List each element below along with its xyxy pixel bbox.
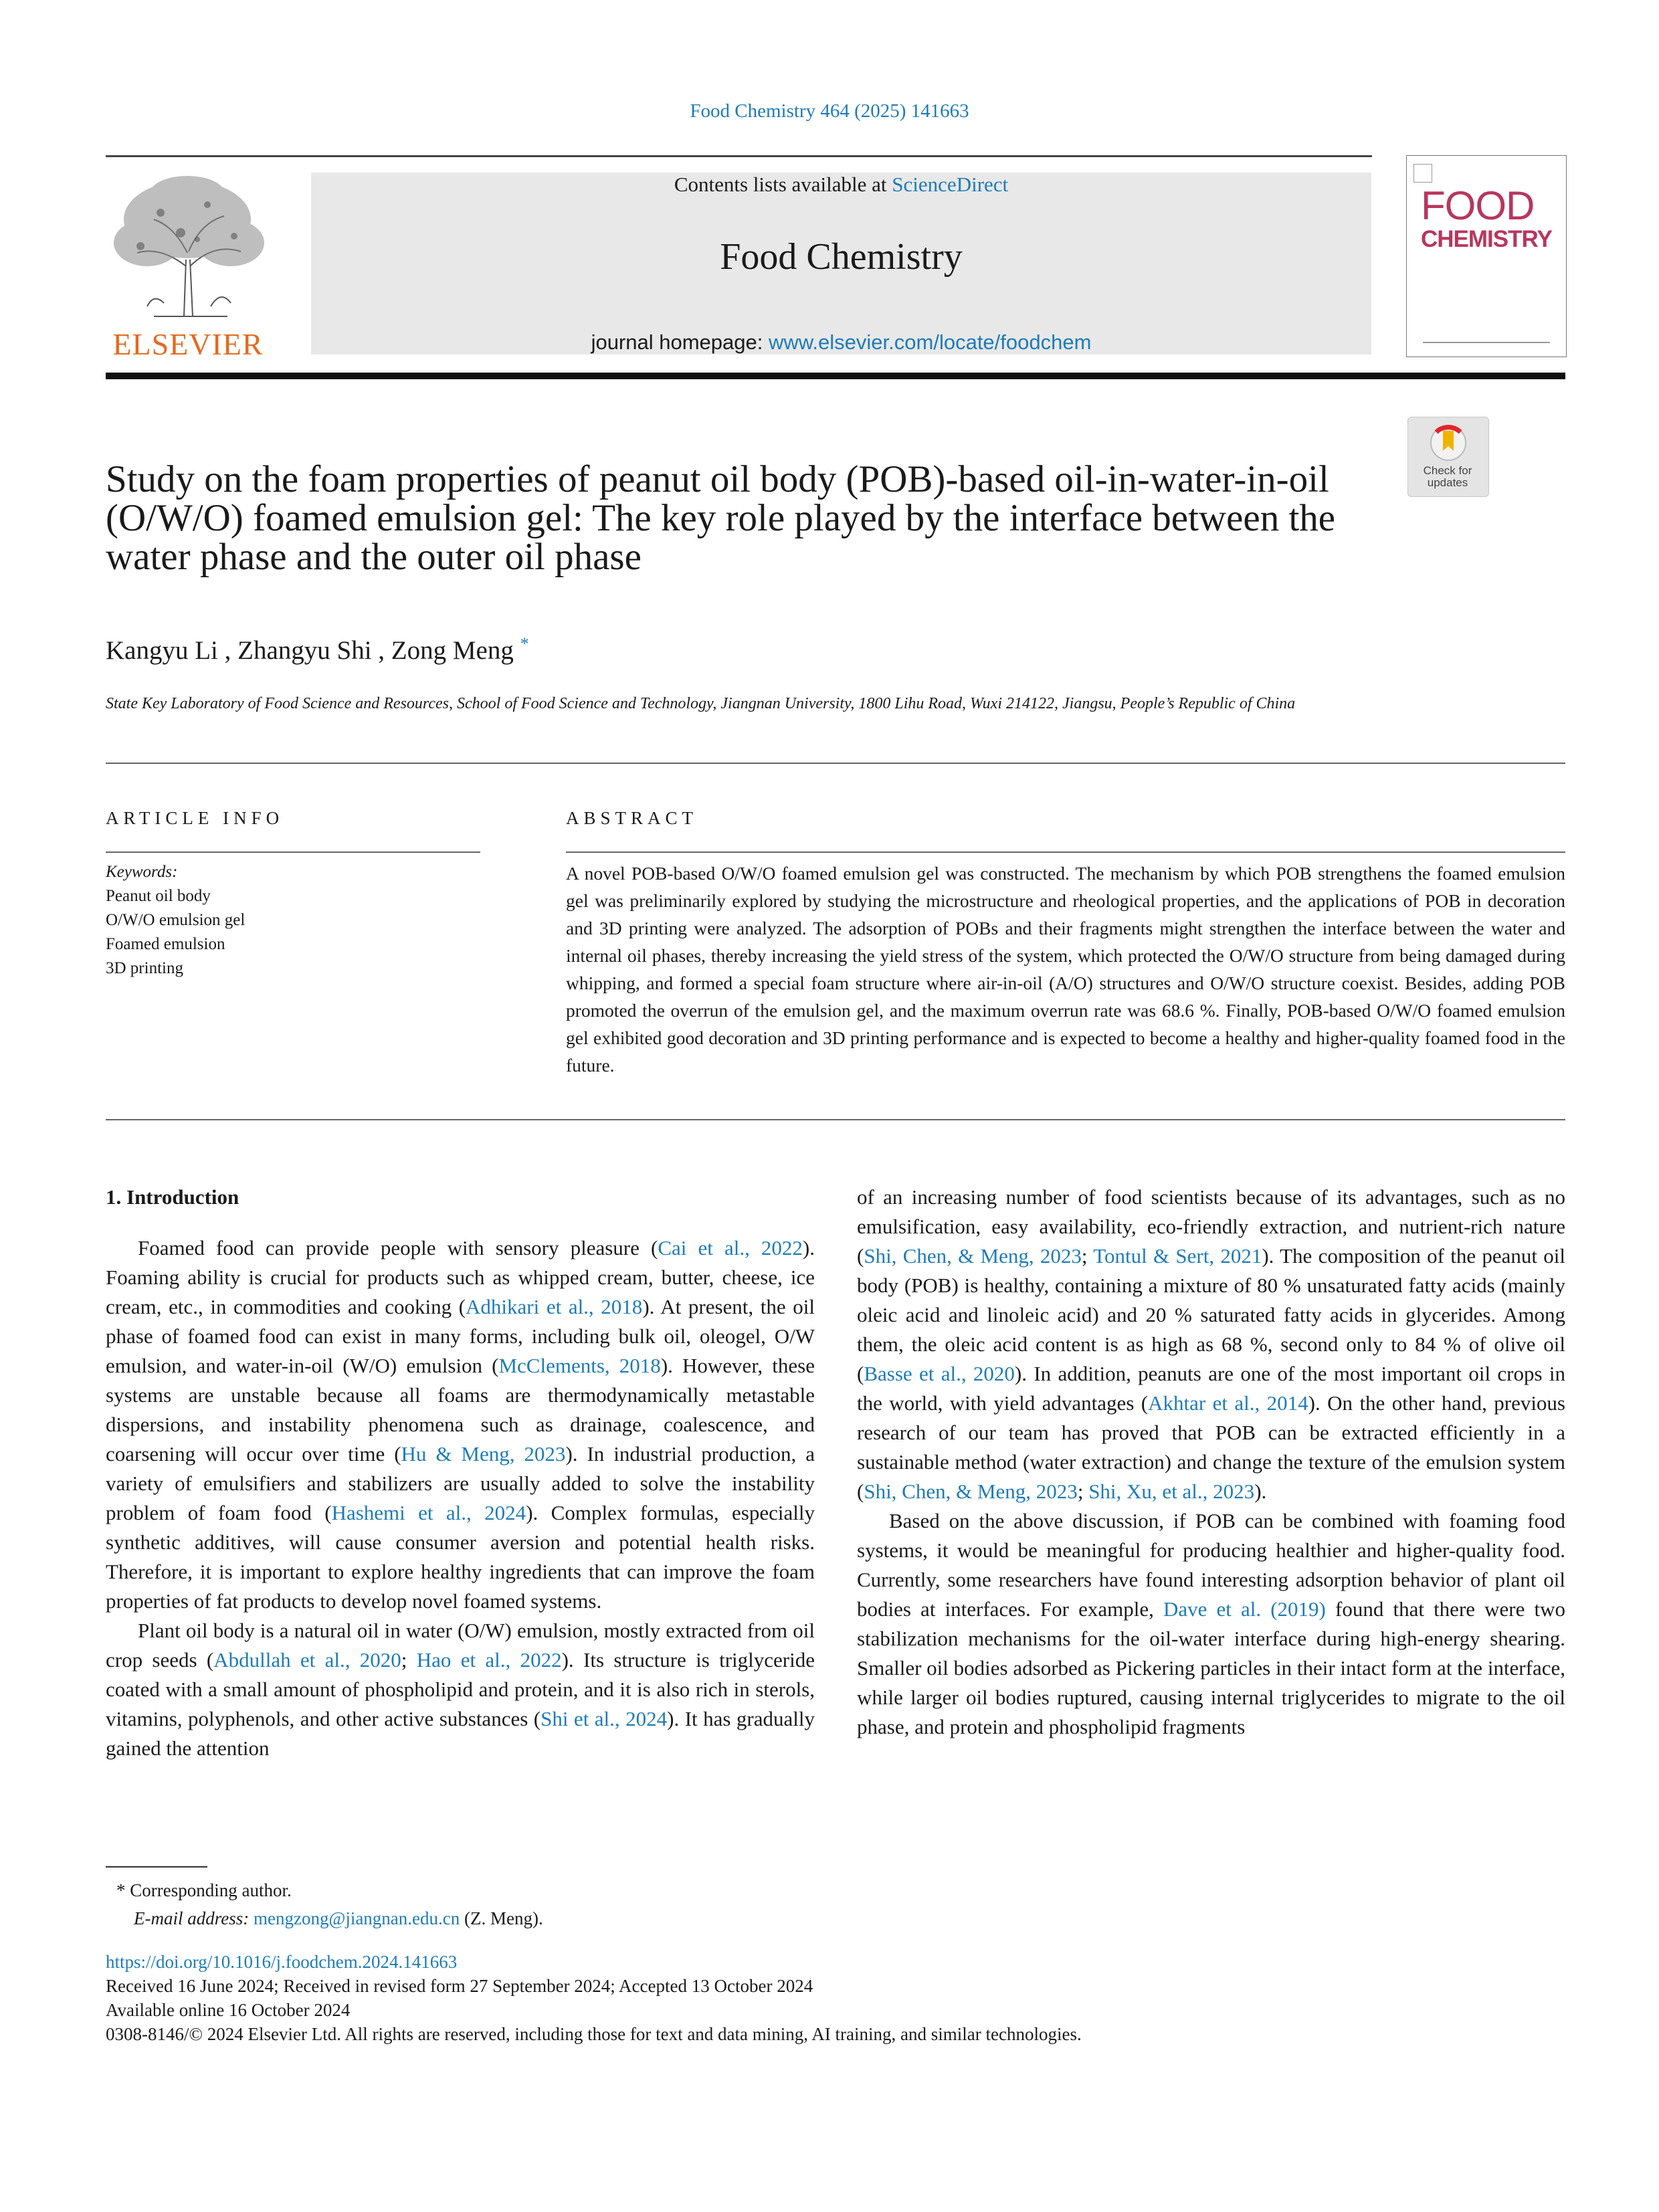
copyright-line: 0308-8146/© 2024 Elsevier Ltd. All rights are reserved, including those for text and data mining, AI training, and similar technologies. (106, 2024, 1082, 2044)
keyword-item: 3D printing (106, 959, 183, 977)
affiliation-rule (106, 763, 1565, 764)
paragraph-text: of an increasing number of food scientists because of its advantages, such as no emulsification, easy availability, eco-friendly extraction, and nutrient-rich nature ( (857, 1185, 1565, 1268)
journal-homepage-line (311, 330, 1371, 355)
cover-title-chemistry: CHEMISTRY (1421, 226, 1552, 252)
abstract-text: A novel POB-based O/W/O foamed emulsion gel was constructed. The mechanism by which POB strengthens the foamed emulsion gel was preliminarily explored by studying the microstructure and rheological properties, and the applications of POB in decoration and 3D printing were analyzed. The adsorption of POBs and their fragments might strengthen the interface between the water and internal oil phases, thereby increasing the yield stress of the system, which protected the O/W/O structure from being damaged during whipping, and formed a special foam structure where air-in-oil (A/O) structures and O/W/O structure coexist. Besides, adding POB promoted the overrun of the emulsion gel, and the maximum overrun rate was 68.6 %. Finally, POB-based O/W/O foamed emulsion gel exhibited good decoration and 3D printing performance and is expected to become a healthy and higher-quality foamed food in the future. (566, 863, 1565, 1076)
sciencedirect-link[interactable]: ScienceDirect (892, 173, 1009, 196)
citation-link[interactable]: Shi, Chen, & Meng, 2023 (864, 1480, 1078, 1503)
header-bottom-rule (106, 373, 1565, 379)
article-info-rule (106, 851, 480, 853)
abstract-rule (566, 851, 1565, 853)
elsevier-wordmark: ELSEVIER (112, 327, 264, 361)
keywords-list (106, 884, 245, 981)
citation-link[interactable]: Shi et al., 2024 (541, 1707, 668, 1730)
header-top-rule (106, 155, 1372, 157)
citation-link[interactable]: Adhikari et al., 2018 (466, 1295, 643, 1318)
paragraph-text: ). On the other hand, previous research of our team has proved that POB can be extracted efficiently in a sustainable method (water extraction) and change the texture of the emulsion system ( (857, 1391, 1565, 1503)
citation-link[interactable]: Shi, Chen, & Meng, 2023 (864, 1244, 1082, 1268)
body-column-right (857, 1183, 1565, 1742)
paragraph-text: ). It has gradually gained the attention (106, 1707, 815, 1760)
email-suffix: (Z. Meng). (460, 1908, 543, 1928)
journal-homepage-link[interactable]: www.elsevier.com/locate/foodchem (768, 330, 1092, 354)
corresponding-author-mark[interactable]: * (520, 634, 529, 653)
keyword-item: Peanut oil body (106, 887, 211, 905)
cover-emblem-icon (1413, 164, 1432, 183)
paragraph-text: Foamed food can provide people with sensory pleasure ( (138, 1236, 658, 1260)
author-names: Kangyu Li , Zhangyu Shi , Zong Meng (106, 636, 514, 665)
paragraph (106, 1233, 815, 1616)
paragraph-text: Based on the above discussion, if POB can be combined with foaming food systems, it would be meaningful for producing healthier and higher-quality food. Currently, some researchers have found interesting adsorption behavior of plant oil bodies at interfaces. For example, (857, 1509, 1565, 1621)
paragraph-text: ). Complex formulas, especially synthetic additives, will cause consumer aversion and potential health risks. Therefore, it is important to explore healthy ingredients that can improve the foam properties of fat products to develop novel foamed systems. (106, 1501, 815, 1613)
citation-link[interactable]: Basse et al., 2020 (864, 1362, 1015, 1385)
paragraph-text: ). In industrial production, a variety of emulsifiers and stabilizers are usually added to solve the instability problem of foam food ( (106, 1442, 815, 1524)
footnote-rule (106, 1866, 207, 1868)
citation-link[interactable]: Abdullah et al., 2020 (213, 1648, 401, 1672)
email-line (116, 1904, 543, 1932)
paragraph-text: ). However, these systems are unstable because all foams are thermodynamically metastable dispersions, and instability phenomena such as drainage, coalescence, and coarsening will occur over time ( (106, 1354, 815, 1466)
keywords-label: Keywords: (106, 863, 178, 881)
journal-name: Food Chemistry (720, 236, 963, 278)
doi-link[interactable]: https://doi.org/10.1016/j.foodchem.2024.141663 (106, 1952, 458, 1972)
paragraph-text: ). In addition, peanuts are one of the most important oil crops in the world, with yield advantages ( (857, 1362, 1565, 1415)
citation-link[interactable]: Cai et al., 2022 (658, 1236, 803, 1260)
paragraph-text: ; (1081, 1244, 1094, 1268)
paragraph-text: ). The composition of the peanut oil body (POB) is healthy, containing a mixture of 80 % unsaturated fatty acids (mainly oleic acid and linoleic acid) and 20 % saturated fatty acids in glycerides. Among them, the oleic acid content is as high as 68 %, second only to 84 % of olive oil ( (857, 1244, 1565, 1385)
article-title: Study on the foam properties of peanut oil body (POB)-based oil-in-water-in-oil (O/W/O) foamed emulsion gel: The key role played by the interface between the water phase and the outer oil phase (106, 458, 1336, 578)
contents-prefix: Contents lists available at (674, 173, 892, 196)
citation-link[interactable]: Dave et al. (2019) (1163, 1597, 1326, 1621)
cover-footer-rule (1423, 342, 1550, 343)
cover-title-food: FOOD (1421, 183, 1535, 228)
author-affiliation: State Key Laboratory of Food Science and Resources, School of Food Science and Technology, Jiangnan University, 1800 Lihu Road, Wuxi 214122, Jiangsu, People’s Republic of China (106, 695, 1296, 712)
paragraph-text: ). (1254, 1480, 1267, 1503)
paragraph-text: ). Its structure is triglyceride coated with a small amount of phospholipid and protein, and it is also rich in sterols, vitamins, polyphenols, and other active substances ( (106, 1648, 815, 1730)
citation-link[interactable]: Akhtar et al., 2014 (1148, 1391, 1308, 1415)
corresponding-author-note: * Corresponding author. (116, 1880, 292, 1900)
paragraph (857, 1506, 1565, 1742)
paragraph-text: ; (1077, 1480, 1089, 1503)
journal-citation-link[interactable]: Food Chemistry 464 (2025) 141663 (690, 100, 969, 122)
paragraph-text: ; (401, 1648, 417, 1672)
available-online-date: Available online 16 October 2024 (106, 2000, 351, 2020)
check-updates-icon (1408, 417, 1488, 464)
citation-link[interactable]: Hashemi et al., 2024 (331, 1501, 526, 1524)
citation-link[interactable]: Hu & Meng, 2023 (401, 1442, 566, 1466)
body-column-left (106, 1183, 815, 1763)
paragraph (106, 1616, 815, 1763)
paragraph-text: found that there were two stabilization mechanisms for the oil-water interface during high-energy shearing. Smaller oil bodies adsorbed as Pickering particles in their intact form at the interface, while larger oil bodies ruptured, causing internal triglycerides to migrate to the oil phase, and protein and phospholipid fragments (857, 1597, 1565, 1738)
citation-link[interactable]: Shi, Xu, et al., 2023 (1088, 1480, 1255, 1503)
elsevier-tree-icon (100, 173, 276, 326)
paragraph-text: Plant oil body is a natural oil in water (O/W) emulsion, mostly extracted from oil crop seeds ( (106, 1619, 815, 1672)
citation-link[interactable]: McClements, 2018 (498, 1354, 661, 1377)
abstract-bottom-rule (106, 1119, 1565, 1120)
article-info-heading: ARTICLE INFO (106, 808, 284, 828)
citation-link[interactable]: Hao et al., 2022 (416, 1648, 562, 1672)
received-dates: Received 16 June 2024; Received in revised form 27 September 2024; Accepted 13 October 2024 (106, 1976, 813, 1996)
keyword-item: Foamed emulsion (106, 935, 225, 953)
email-label: E-mail address: (134, 1908, 254, 1928)
publication-info (106, 1950, 1082, 2046)
section-heading-introduction: 1. Introduction (106, 1185, 239, 1209)
contents-available-line (311, 173, 1371, 197)
abstract-heading: ABSTRACT (566, 808, 698, 828)
homepage-prefix: journal homepage: (591, 330, 769, 354)
email-link[interactable]: mengzong@jiangnan.edu.cn (253, 1908, 460, 1928)
keyword-item: O/W/O emulsion gel (106, 911, 246, 929)
author-list (106, 634, 529, 666)
citation-link[interactable]: Tontul & Sert, 2021 (1093, 1244, 1262, 1268)
corresponding-author-footnote (116, 1876, 543, 1932)
check-for-updates-label: Check for updates (1423, 464, 1472, 489)
paragraph (857, 1183, 1565, 1506)
paragraph-text: ). Foaming ability is crucial for products such as whipped cream, butter, cheese, ice cream, etc., in commodities and cooking ( (106, 1236, 815, 1318)
paragraph-text: ). At present, the oil phase of foamed food can exist in many forms, including bulk oil, oleogel, O/W emulsion, and water-in-oil (W/O) emulsion ( (106, 1295, 815, 1377)
